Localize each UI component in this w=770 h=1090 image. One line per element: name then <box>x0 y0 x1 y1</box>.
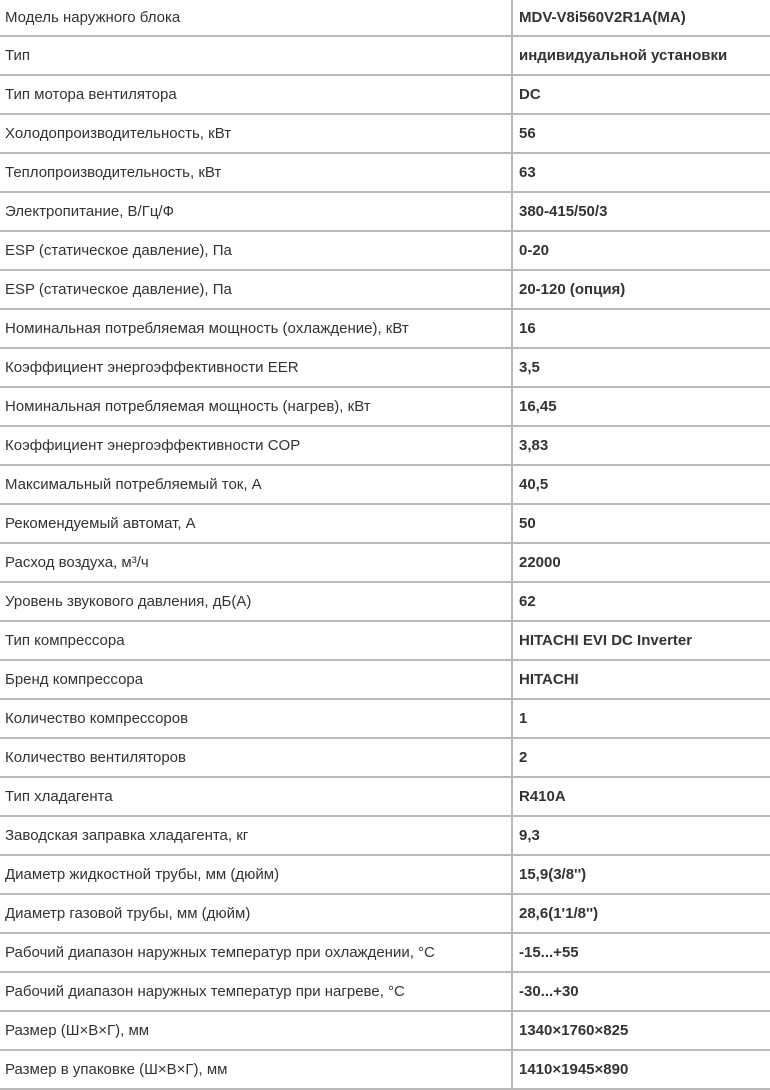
table-row <box>0 582 770 621</box>
table-row <box>0 855 770 894</box>
spec-value: 16 <box>512 309 770 348</box>
table-row <box>0 738 770 777</box>
table-row <box>0 348 770 387</box>
spec-label: Количество вентиляторов <box>0 738 512 777</box>
spec-label: Номинальная потребляемая мощность (нагрев), кВт <box>0 387 512 426</box>
spec-label: Расход воздуха, м³/ч <box>0 543 512 582</box>
spec-value: 0-20 <box>512 231 770 270</box>
spec-label: Тип хладагента <box>0 777 512 816</box>
spec-label: Диаметр газовой трубы, мм (дюйм) <box>0 894 512 933</box>
spec-value: 20-120 (опция) <box>512 270 770 309</box>
table-row <box>0 660 770 699</box>
spec-value: 22000 <box>512 543 770 582</box>
table-row <box>0 426 770 465</box>
table-row <box>0 933 770 972</box>
table-row <box>0 1011 770 1050</box>
table-row <box>0 699 770 738</box>
spec-value: -30...+30 <box>512 972 770 1011</box>
spec-value: HITACHI <box>512 660 770 699</box>
spec-value: -15...+55 <box>512 933 770 972</box>
spec-value: 2 <box>512 738 770 777</box>
table-row <box>0 387 770 426</box>
spec-label: Бренд компрессора <box>0 660 512 699</box>
spec-label: Холодопроизводительность, кВт <box>0 114 512 153</box>
table-row <box>0 36 770 75</box>
spec-value: 1 <box>512 699 770 738</box>
table-row <box>0 504 770 543</box>
spec-label: Тип компрессора <box>0 621 512 660</box>
spec-value: DC <box>512 75 770 114</box>
table-row <box>0 0 770 36</box>
table-row <box>0 153 770 192</box>
spec-label: Заводская заправка хладагента, кг <box>0 816 512 855</box>
table-row <box>0 621 770 660</box>
spec-label: Диаметр жидкостной трубы, мм (дюйм) <box>0 855 512 894</box>
spec-value: 62 <box>512 582 770 621</box>
spec-label: ESP (статическое давление), Па <box>0 270 512 309</box>
spec-label: Тип мотора вентилятора <box>0 75 512 114</box>
spec-value: HITACHI EVI DC Inverter <box>512 621 770 660</box>
spec-value: 16,45 <box>512 387 770 426</box>
spec-value: 1340×1760×825 <box>512 1011 770 1050</box>
table-row <box>0 192 770 231</box>
table-row <box>0 816 770 855</box>
spec-label: Коэффициент энергоэффективности COP <box>0 426 512 465</box>
spec-label: Уровень звукового давления, дБ(А) <box>0 582 512 621</box>
spec-value: 380-415/50/3 <box>512 192 770 231</box>
spec-label: Коэффициент энергоэффективности EER <box>0 348 512 387</box>
spec-value: 63 <box>512 153 770 192</box>
spec-value: 9,3 <box>512 816 770 855</box>
spec-label: Рекомендуемый автомат, А <box>0 504 512 543</box>
spec-value: 15,9(3/8'') <box>512 855 770 894</box>
spec-label: Количество компрессоров <box>0 699 512 738</box>
spec-value: 1410×1945×890 <box>512 1050 770 1089</box>
spec-label: Максимальный потребляемый ток, А <box>0 465 512 504</box>
spec-value: 56 <box>512 114 770 153</box>
spec-value: 50 <box>512 504 770 543</box>
spec-label: Рабочий диапазон наружных температур при нагреве, °С <box>0 972 512 1011</box>
spec-value: 3,83 <box>512 426 770 465</box>
spec-label: ESP (статическое давление), Па <box>0 231 512 270</box>
table-row <box>0 972 770 1011</box>
table-row <box>0 543 770 582</box>
table-row <box>0 309 770 348</box>
table-row <box>0 270 770 309</box>
spec-label: Тип <box>0 36 512 75</box>
table-row <box>0 777 770 816</box>
spec-label: Размер (Ш×В×Г), мм <box>0 1011 512 1050</box>
table-row <box>0 465 770 504</box>
table-row <box>0 894 770 933</box>
spec-value: MDV-V8i560V2R1A(MA) <box>512 0 770 36</box>
spec-label: Модель наружного блока <box>0 0 512 36</box>
spec-value: 28,6(1'1/8'') <box>512 894 770 933</box>
table-row <box>0 1050 770 1089</box>
table-row <box>0 231 770 270</box>
spec-label: Рабочий диапазон наружных температур при охлаждении, °С <box>0 933 512 972</box>
spec-label: Размер в упаковке (Ш×В×Г), мм <box>0 1050 512 1089</box>
spec-value: 40,5 <box>512 465 770 504</box>
table-row <box>0 114 770 153</box>
spec-value: 3,5 <box>512 348 770 387</box>
spec-value: индивидуальной установки <box>512 36 770 75</box>
spec-label: Номинальная потребляемая мощность (охлаждение), кВт <box>0 309 512 348</box>
spec-label: Теплопроизводительность, кВт <box>0 153 512 192</box>
spec-label: Электропитание, В/Гц/Ф <box>0 192 512 231</box>
table-row <box>0 75 770 114</box>
spec-value: R410A <box>512 777 770 816</box>
